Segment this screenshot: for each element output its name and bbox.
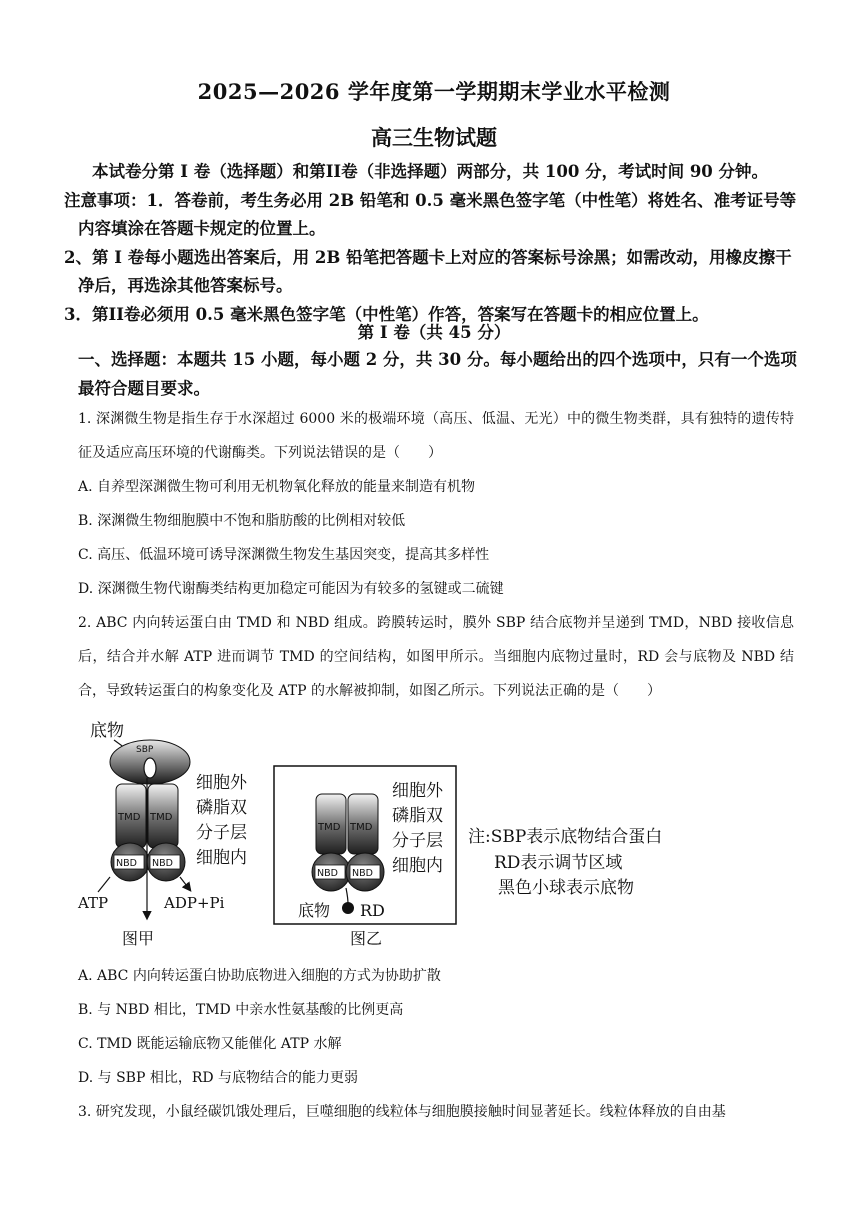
figure-a [77, 721, 248, 948]
figure-b [274, 766, 456, 948]
figure-notes [468, 827, 662, 898]
instruction-note-3: 3．第II卷必须用 0.5 毫米黑色签字笔（中性笔）作答，答案写在答题卡的相应位置上。 [64, 304, 709, 324]
question-1-option-b: B. 深渊微生物细胞膜中不饱和脂肪酸的比例相对较低 [78, 513, 406, 529]
adp-arrow [180, 877, 190, 890]
abc-transporter-figure [70, 712, 710, 952]
fig-a-caption: 图甲 [122, 929, 155, 948]
figure-note-3: 黑色小球表示底物 [498, 878, 634, 898]
fig-b-membrane-line-4: 细胞内 [392, 856, 443, 876]
question-1-option-c: C. 高压、低温环境可诱导深渊微生物发生基因突变，提高其多样性 [78, 547, 490, 563]
fig-b-nbd-label-right: NBD [352, 868, 373, 879]
fig-b-tmd-label-right: TMD [350, 822, 373, 833]
question-1-option-d: D. 深渊微生物代谢酶类结构更加稳定可能因为有较多的氢键或二硫键 [78, 581, 504, 597]
question-1-option-a: A. 自养型深渊微生物可利用无机物氧化释放的能量来制造有机物 [78, 479, 476, 495]
fig-b-rd-label: RD [360, 901, 385, 920]
question-2-option-d: D. 与 SBP 相比，RD 与底物结合的能力更弱 [78, 1070, 359, 1086]
fig-b-tmd-label-left: TMD [318, 822, 341, 833]
question-3-stem: 3. 研究发现，小鼠经碳饥饿处理后，巨噬细胞的线粒体与细胞膜接触时间显著延长。线粒体释放的自由基 [78, 1104, 726, 1120]
instruction-intro: 本试卷分第 I 卷（选择题）和第II卷（非选择题）两部分，共 100 分，考试时间 90 分钟。 [92, 162, 769, 181]
fig-a-nbd-label-right: NBD [152, 858, 173, 869]
fig-b-membrane-line-2: 磷脂双 [392, 806, 443, 826]
fig-a-adp-label: ADP+Pi [164, 894, 225, 912]
question-2-option-b: B. 与 NBD 相比，TMD 中亲水性氨基酸的比例更高 [78, 1002, 404, 1018]
fig-a-membrane-line-1: 细胞外 [196, 773, 247, 793]
figure-note-1: 注:SBP表示底物结合蛋白 [468, 827, 663, 847]
instruction-note-1: 注意事项：1．答卷前，考生务必用 2B 铅笔和 0.5 毫米黑色签字笔（中性笔）将姓名、准考证号等内容填涂在答题卡规定的位置上。 [64, 190, 797, 238]
question-2-stem: 2. ABC 内向转运蛋白由 TMD 和 NBD 组成。跨膜转运时，膜外 SBP 结合底物并呈递到 TMD，NBD 接收信息后，结合并水解 ATP 进而调节 TMD 的空间结构，如图甲所示。当细胞内底物过量时，RD 会与底物及 NBD 结合，导致转运蛋白的构象变化及 ATP 的水解被抑制，如图乙所示。下列说法正确的是（ ） [78, 615, 794, 699]
figure-note-2: RD表示调节区域 [494, 853, 623, 873]
fig-a-tmd-label-right: TMD [150, 812, 173, 823]
fig-a-membrane-line-2: 磷脂双 [196, 798, 247, 818]
fig-a-atp-label: ATP [78, 894, 109, 912]
question-2-option-c: C. TMD 既能运输底物又能催化 ATP 水解 [78, 1036, 342, 1052]
question-2-option-a: A. ABC 内向转运蛋白协助底物进入细胞的方式为协助扩散 [78, 968, 441, 984]
fig-a-membrane-line-3: 分子层 [196, 823, 247, 843]
fig-b-membrane-line-3: 分子层 [392, 831, 443, 851]
fig-a-tmd-label-left: TMD [118, 812, 141, 823]
exam-subtitle: 高三生物试题 [371, 125, 497, 150]
substrate-channel [144, 758, 156, 778]
substrate-ball [342, 902, 354, 914]
fig-b-substrate-label: 底物 [298, 901, 331, 920]
fig-b-nbd-label-left: NBD [317, 868, 338, 879]
part-heading: 一、选择题：本题共 15 小题，每小题 2 分，共 30 分。每小题给出的四个选项中，只有一个选项最符合题目要求。 [78, 350, 797, 398]
fig-a-substrate-label: 底物 [90, 721, 124, 741]
question-1-stem: 1. 深渊微生物是指生存于水深超过 6000 米的极端环境（高压、低温、无光）中的微生物类群，具有独特的遗传特征及适应高压环境的代谢酶类。下列说法错误的是（ ） [78, 411, 794, 461]
fig-a-membrane-line-4: 细胞内 [196, 848, 247, 868]
atp-line [98, 877, 110, 892]
fig-b-membrane-line-1: 细胞外 [392, 781, 443, 801]
fig-a-sbp-label: SBP [136, 745, 154, 755]
fig-b-caption: 图乙 [350, 929, 383, 948]
section-heading: 第 I 卷（共 45 分） [357, 323, 511, 342]
instructions [64, 158, 798, 329]
instruction-note-2: 2、第 I 卷每小题选出答案后，用 2B 铅笔把答题卡上对应的答案标号涂黑；如需改动，用橡皮擦干净后，再选涂其他答案标号。 [64, 247, 792, 295]
fig-a-nbd-label-left: NBD [116, 858, 137, 869]
exam-title: 2025—2026 学年度第一学期期末学业水平检测 [197, 79, 671, 104]
